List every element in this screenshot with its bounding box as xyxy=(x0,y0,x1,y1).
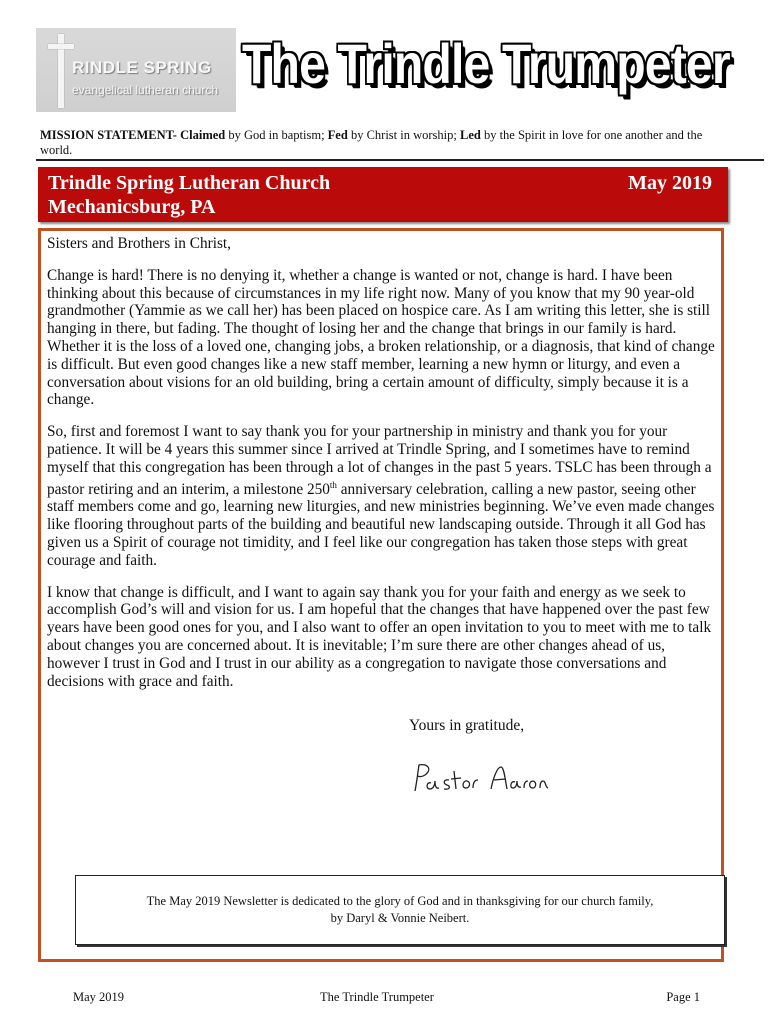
ordinal-suffix: th xyxy=(329,479,337,490)
letter-paragraph-1: Change is hard! There is no denying it, whether a change is wanted or not, change is hard. I have been thinking about this because of circumstances in my life right now. Many of you know that my 90 year-old grandmother (Yammie as we call her) has been placed on hospice care. As I am writing this letter, she is still hanging in there, but fading. The thought of losing her and the change that brings in our family is hard. Whether it is the loss of a loved one, changing jobs, a broken relationship, or a diagnosis, that kind of change is difficult. But even good changes like a new staff member, learning a new hymn or liturgy, and even a conversation about visions for an old building, bring a certain amount of difficulty, simply because it is a change. xyxy=(47,266,715,409)
header-divider xyxy=(36,159,764,161)
letter-closing: Yours in gratitude, xyxy=(409,717,525,734)
letter-paragraph-2b: anniversary celebration, calling a new pastor, seeing other staff members come and go, learning new liturgies, and new ministries beginning. We’ve even made changes like flooring throughout parts of the building and beautiful new landscaping outside. Through it all God has given us a Spirit of courage not timidity, and I feel like our congregation has taken those steps with great courage and faith. xyxy=(47,480,715,569)
issue-month: May 2019 xyxy=(628,172,712,194)
mission-text-1: by God in baptism; xyxy=(225,128,328,142)
newsletter-title: The Trindle Trumpeter xyxy=(242,32,730,95)
dedication-line-1: The May 2019 Newsletter is dedicated to the glory of God and in thanksgiving for our church family, xyxy=(146,894,654,908)
church-banner xyxy=(38,167,728,222)
footer-title: The Trindle Trumpeter xyxy=(320,990,434,1004)
mission-statement xyxy=(40,128,720,158)
mission-text-2: by Christ in worship; xyxy=(347,128,460,142)
letter-paragraph-2a: So, first and foremost I want to say thank you for your partnership in ministry and thank you for your patience. It will be 4 years this summer since I arrived at Trindle Spring, and I sometimes have to remind myself that this congregation has been through a lot of changes in the past 5 years. TSLC has been through a pastor retiring and an interim, a milestone 250 xyxy=(47,423,712,498)
pastor-letter xyxy=(47,235,719,704)
cross-icon-bar xyxy=(48,44,74,49)
mission-led: Led xyxy=(459,128,481,142)
church-name: Trindle Spring Lutheran Church xyxy=(48,172,331,194)
pastor-signature xyxy=(409,759,549,799)
mission-claimed: Claimed xyxy=(180,128,226,142)
letter-paragraph-2 xyxy=(47,423,719,569)
church-logo xyxy=(36,28,236,112)
logo-subtitle: evangelical lutheran church xyxy=(72,83,219,97)
footer-date: May 2019 xyxy=(73,990,125,1004)
dedication-note xyxy=(75,875,725,945)
mission-label: MISSION STATEMENT- xyxy=(40,128,177,142)
footer-page-number: Page 1 xyxy=(666,990,700,1004)
dedication-line-2: by Daryl & Vonnie Neibert. xyxy=(330,911,470,925)
letter-greeting: Sisters and Brothers in Christ, xyxy=(47,235,231,252)
church-location: Mechanicsburg, PA xyxy=(48,196,216,218)
mission-fed: Fed xyxy=(327,128,348,142)
logo-name: RINDLE SPRING xyxy=(72,58,212,77)
pastor-letter-box xyxy=(38,228,724,962)
letter-paragraph-3: I know that change is difficult, and I want to again say thank you for your faith and energy as we seek to accomplish God’s will and vision for us. I am hopeful that the changes that have happened over the past few years have been good ones for you, and I also want to offer an open invitation to you to meet with me to talk about changes you are concerned about. It is inevitable; I’m sure there are other changes ahead of us, however I trust in God and I trust in our ability as a congregation to navigate those conversations and decisions with grace and faith. xyxy=(47,583,712,690)
mission-text-3: by the Spirit in love for one another and the world. xyxy=(40,128,703,157)
